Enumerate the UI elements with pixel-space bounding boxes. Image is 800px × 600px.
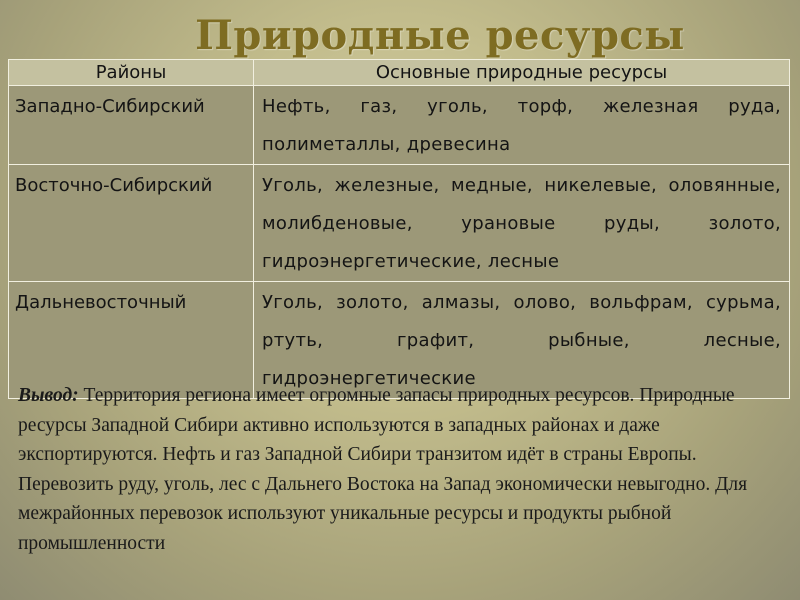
table-header-row	[9, 60, 790, 86]
resources-cell: Уголь, золото, алмазы, олово, вольфрам, сурьма, ртуть, графит, рыбные, лесные, гидроэнергетические	[254, 282, 790, 399]
resources-cell: Нефть, газ, уголь, торф, железная руда, полиметаллы, древесина	[254, 86, 790, 165]
table-row	[9, 165, 790, 282]
header-regions: Районы	[9, 60, 254, 86]
header-resources: Основные природные ресурсы	[254, 60, 790, 86]
resources-cell: Уголь, железные, медные, никелевые, оловянные, молибденовые, урановые руды, золото, гидроэнергетические, лесные	[254, 165, 790, 282]
conclusion-label: Вывод:	[18, 385, 79, 406]
resources-table	[8, 59, 790, 399]
table-row	[9, 86, 790, 165]
slide-title: Природные ресурсы	[195, 12, 685, 59]
region-cell: Дальневосточный	[9, 282, 254, 399]
region-cell: Восточно-Сибирский	[9, 165, 254, 282]
conclusion-text	[18, 381, 782, 558]
conclusion-body: Территория региона имеет огромные запасы природных ресурсов. Природные ресурсы Западной Сибири активно используются в западных районах и даже экспортируются. Нефть и газ Западной Сибири транзитом идёт в страны Европы. Перевозить руду, уголь, лес с Дальнего Востока на Запад экономически невыгодно. Для межрайонных перевозок используют уникальные ресурсы и продукты рыбной промышленности	[18, 385, 748, 554]
region-cell: Западно-Сибирский	[9, 86, 254, 165]
